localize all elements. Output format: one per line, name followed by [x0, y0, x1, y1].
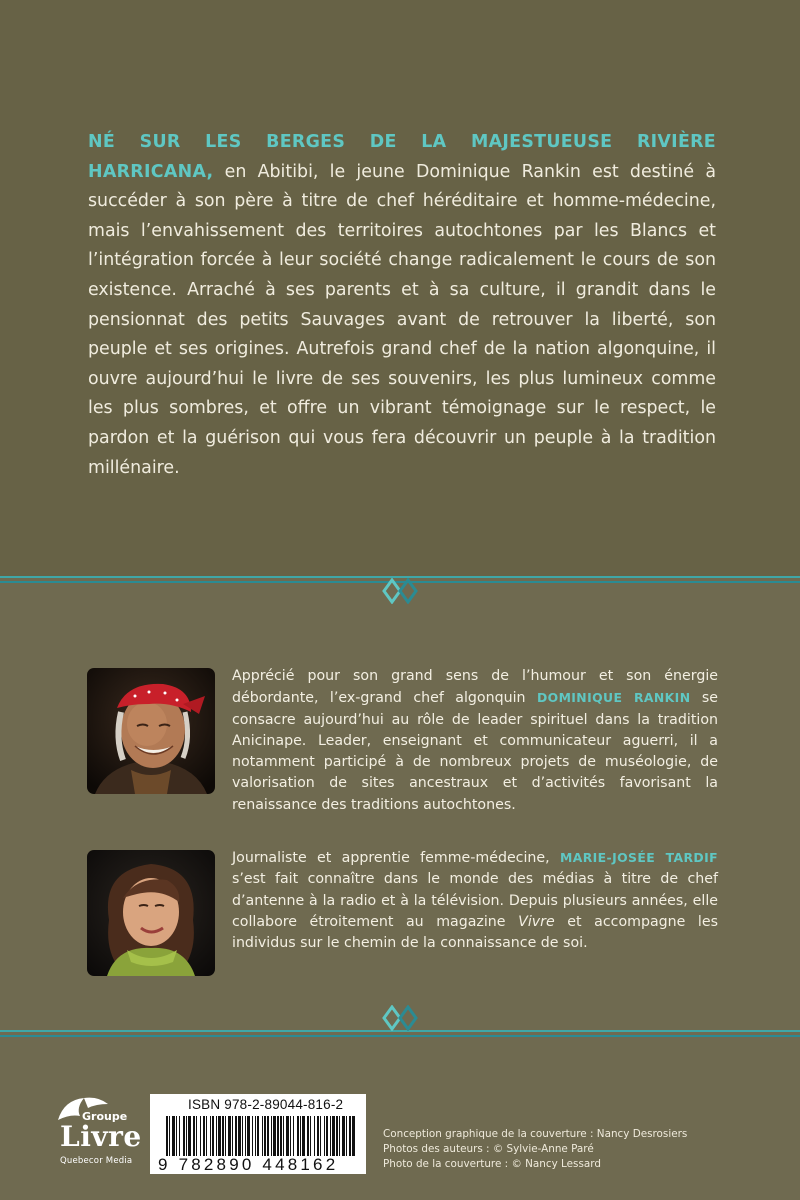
portrait-photo-man-red-bandana: [87, 668, 215, 794]
bio-rest: se consacre aujourd’hui au rôle de leader spirituel dans la tradition Anicinape. Leader, enseignant et communicateur aguerri, il a notamment participé à de nombreux projets de muséologie, de valorisation de sites ancestraux et d’activités favorisant la renaissance des traditions autochtones.: [232, 690, 719, 813]
photo-credits: [383, 1127, 743, 1173]
isbn-label: ISBN 978-2-89044-816-2: [188, 1097, 344, 1112]
publisher-livre: Livre: [60, 1120, 142, 1153]
magazine-title: Vivre: [518, 913, 555, 930]
publisher-groupe: Groupe: [82, 1110, 128, 1123]
author-name: MARIE-JOSÉE TARDIF: [560, 850, 718, 865]
bio-rest: s’est fait connaître dans le monde des médias à titre de chef d’antenne à la radio et à la télévision. Depuis plusieurs années, elle collabore étroitement au magazine: [232, 871, 718, 930]
synopsis-body: en Abitibi, le jeune Dominique Rankin est destiné à succéder à son père à titre de chef héréditaire et homme-médecine, mais l’envahissement des territoires autochtones par les Blancs et l’intégration forcée à leur société change radicalement le cours de son existence. Arraché à ses parents et à sa culture, il grandit dans le pensionnat des petits Sauvages avant de retrouver la liberté, son peuple et ses origines. Autrefois grand chef de la nation algonquine, il ouvre aujourd’hui le livre de ses souvenirs, les plus lumineux comme les plus sombres, et offre un vibrant témoignage sur le respect, le pardon et la guérison qui vous fera découvrir un peuple à la tradition millénaire.: [88, 161, 716, 478]
credit-line: Photo de la couverture : © Nancy Lessard: [383, 1158, 601, 1171]
credit-line: Conception graphique de la couverture : Nancy Desrosiers: [383, 1128, 688, 1140]
author-photo-dominique-rankin: [87, 668, 215, 794]
bio-intro: Journaliste et apprentie femme-médecine,: [232, 850, 550, 866]
publisher-subtitle: Quebecor Media: [60, 1156, 133, 1166]
author-photo-marie-josee-tardif: [87, 850, 215, 976]
barcode-digits: 9 782890 448162: [158, 1155, 339, 1174]
double-diamond-ornament-icon: [382, 578, 418, 604]
isbn-barcode: [150, 1094, 366, 1174]
credit-line: Photos des auteurs : © Sylvie-Anne Paré: [383, 1143, 594, 1156]
bio-rest-end: et accompagne les individus sur le chemin de la connaissance de soi.: [232, 913, 718, 952]
synopsis-lead: NÉ SUR LES BERGES DE LA MAJESTUEUSE RIVIÈRE HARRICANA,: [88, 132, 716, 182]
author-bio-marie-josee-tardif: [232, 847, 718, 954]
author-name: DOMINIQUE RANKIN: [536, 690, 691, 706]
author-bio-dominique-rankin: [232, 666, 718, 816]
publisher-logo: [44, 1094, 140, 1184]
portrait-photo-woman-green-scarf: [87, 850, 215, 976]
bio-intro: Apprécié pour son grand sens de l’humour et son énergie débordante, l’ex-grand chef algonquin: [232, 668, 718, 707]
double-diamond-ornament-icon: [382, 1005, 418, 1031]
synopsis-text: [88, 128, 716, 483]
